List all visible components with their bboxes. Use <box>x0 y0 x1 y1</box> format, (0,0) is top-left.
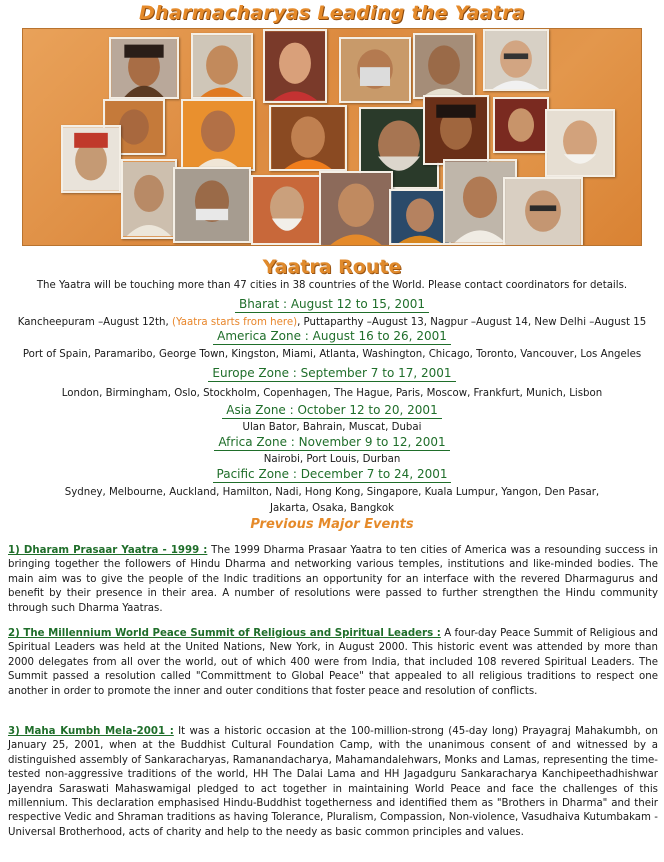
leader-photo <box>339 37 411 103</box>
zone-cities: Port of Spain, Paramaribo, George Town, Kingston, Miami, Atlanta, Washington, Chicago, Toronto, Vancouver, Los Angeles <box>22 349 642 360</box>
zone-asia <box>0 399 664 435</box>
zone-pacific <box>0 463 664 516</box>
leader-photo <box>181 99 255 171</box>
zone-heading: Europe Zone : September 7 to 17, 2001 <box>208 366 455 382</box>
zone-heading: Asia Zone : October 12 to 20, 2001 <box>222 403 441 419</box>
banner-title: Dharmacharyas Leading the Yaatra <box>138 2 526 24</box>
event-heading: 2) The Millennium World Peace Summit of Religious and Spiritual Leaders : <box>8 628 441 639</box>
zone-cities: Ulan Bator, Bahrain, Muscat, Dubai <box>242 422 422 433</box>
yaatra-start-note: (Yaatra starts from here) <box>171 317 298 328</box>
event-body: A four-day Peace Summit of Religious and Spiritual Leaders was held at the United Nations, New York, in August 2000. This historic event was attended by more than 2000 delegates from all over the world, out of which 400 were from India, that included 108 revered Spiritual Leaders. The Summit passed a resolution called "Committment to Global Peace" that appealed to all religious traditions to respect one another in order to promote the inner and outer conditions that foster peace and resolution of conflicts. <box>8 628 658 697</box>
leader-photo <box>423 95 489 165</box>
leader-photo <box>173 167 251 243</box>
leader-photo <box>61 125 121 193</box>
leader-photo <box>389 189 451 245</box>
leader-photo <box>109 37 179 99</box>
leader-photo <box>483 29 549 91</box>
zone-heading: Pacific Zone : December 7 to 24, 2001 <box>213 467 452 483</box>
route-title: Yaatra Route <box>262 256 402 278</box>
zone-cities: London, Birmingham, Oslo, Stockholm, Copenhagen, The Hague, Paris, Moscow, Frankfurt, Munich, Lisbon <box>61 388 603 399</box>
events-title: Previous Major Events <box>250 517 414 532</box>
zone-cities: Nairobi, Port Louis, Durban <box>263 454 401 465</box>
leader-photo <box>493 97 549 153</box>
leader-photo <box>251 175 323 245</box>
zone-cities-continued: Jakarta, Osaka, Bangkok <box>270 503 394 514</box>
zone-europe <box>0 362 664 401</box>
zone-heading: Bharat : August 12 to 15, 2001 <box>235 297 429 313</box>
event-body: The 1999 Dharma Prasaar Yaatra to ten cities of America was a resounding success in bringing together the followers of Hindu Dharma and networking various temples, institutions and like-minded bodies. The main aim was to give the people of the Indic traditions an opportunity for an interface with the revered Dharmagurus and benefit by their presence in their area. A number of resolutions were passed to further strengthen the Hindu community through such Dharma Yaatras. <box>8 545 658 614</box>
zone-cities: Kancheepuram –August 12th, (Yaatra starts from here), Puttaparthy –August 13, Nagpur –August 14, New Delhi –August 15 <box>17 317 647 328</box>
leaders-photo-collage <box>22 28 642 246</box>
event-item <box>8 544 658 616</box>
leader-photo <box>503 177 583 246</box>
leader-photo <box>263 29 327 103</box>
leader-photo <box>269 105 347 171</box>
event-heading: 1) Dharam Prasaar Yaatra - 1999 : <box>8 545 208 556</box>
zone-america <box>0 325 664 362</box>
leader-photo <box>121 159 177 239</box>
event-item <box>8 725 658 840</box>
zone-cities: Sydney, Melbourne, Auckland, Hamilton, Nadi, Hong Kong, Singapore, Kuala Lumpur, Yangon, Den Pasar, <box>64 487 600 498</box>
leader-photo <box>191 33 253 99</box>
zone-heading: Africa Zone : November 9 to 12, 2001 <box>214 435 449 451</box>
event-body: It was a historic occasion at the 100-million-strong (45-day long) Prayagraj Mahakumbh, on January 25, 2001, when at the Buddhist Cultural Foundation Camp, with the unanimous consent of and witnessed by a distinguished assembly of Sankaracharyas, Ramanandacharya, Mahamandalehwars, Monks and Lamas, representing the time-tested non-aggressive traditions of the world, HH The Dalai Lama and HH Jagadguru Sankaracharya Kanchipeethadhishwar Jayendra Saraswati Mahaswamigal pledged to act together in maintaining World Peace and face the challenges of this millennium. This declaration emphasised Hindu-Buddhist togetherness and identified them as "Brothers in Dharma" and their respective Vedic and Shraman traditions as having Tolerance, Pluralism, Compassion, Non-violence, Vasudhaiva Kutumbakam - Universal Brotherhood, acts of charity and help to the needy as basic common principles and values. <box>8 726 658 838</box>
leader-photo <box>413 33 475 99</box>
event-item <box>8 627 658 699</box>
leader-photo <box>319 171 393 246</box>
leader-photo <box>545 109 615 177</box>
event-heading: 3) Maha Kumbh Mela-2001 : <box>8 726 174 737</box>
zone-heading: America Zone : August 16 to 26, 2001 <box>213 329 451 345</box>
zone-africa <box>0 431 664 467</box>
route-intro: The Yaatra will be touching more than 47 cities in 38 countries of the World. Please contact coordinators for details. <box>36 280 628 291</box>
